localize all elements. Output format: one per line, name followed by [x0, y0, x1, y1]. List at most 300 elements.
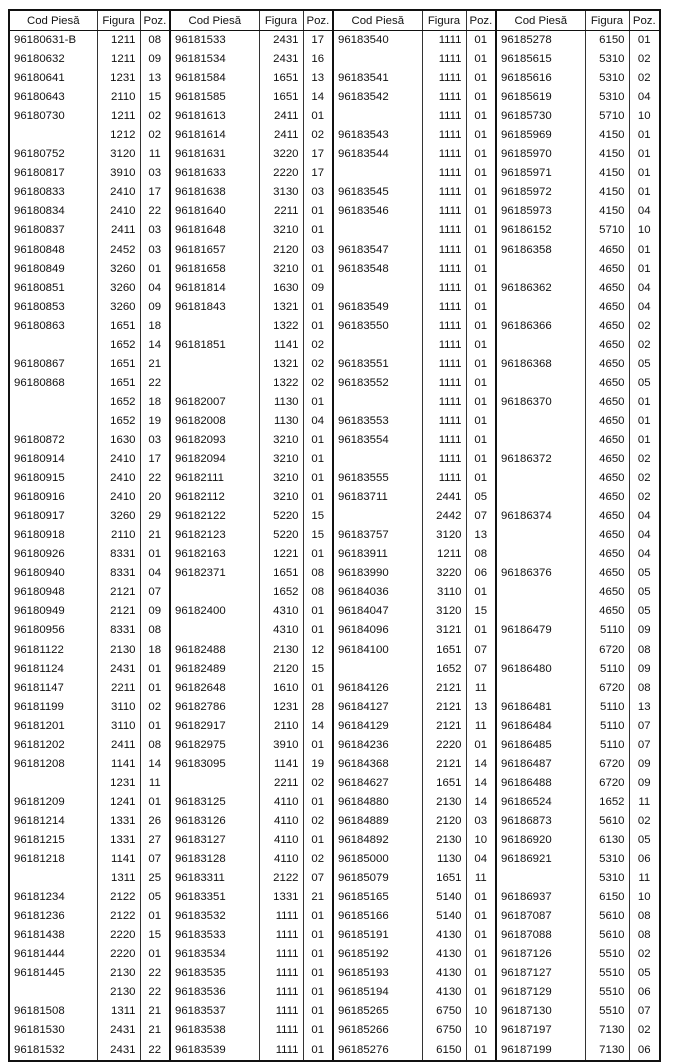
cod-piesa-header: Cod Piesă	[333, 10, 422, 31]
figura-cell: 2130	[97, 641, 140, 660]
poz-cell: 01	[629, 164, 660, 183]
cod-piesa-cell: 96181122	[14, 643, 64, 656]
figura-cell: 1652	[259, 583, 303, 602]
cod-piesa-cell: 96187087	[501, 910, 552, 923]
cod-piesa-cell: 96183757	[338, 529, 389, 542]
cod-piesa-cell: 96183536	[175, 986, 226, 999]
table-row	[9, 717, 660, 736]
poz-cell: 02	[629, 812, 660, 831]
header-row	[9, 10, 660, 31]
cod-piesa-cell: 96181530	[14, 1024, 65, 1037]
poz-cell: 08	[140, 736, 170, 755]
figura-cell: 5110	[585, 717, 629, 736]
cod-piesa-cell: 96185276	[338, 1043, 389, 1056]
figura-cell: 1231	[259, 698, 303, 717]
table-row	[9, 983, 660, 1002]
poz-cell: 01	[466, 183, 496, 202]
poz-cell: 08	[466, 545, 496, 564]
cod-piesa-cell: 96186937	[501, 891, 552, 904]
cod-piesa-cell: 96181585	[175, 91, 226, 104]
figura-cell: 2211	[259, 202, 303, 221]
cod-piesa-cell: 96180949	[14, 605, 65, 618]
figura-cell: 5140	[422, 907, 466, 926]
table-row	[9, 450, 660, 469]
poz-cell: 17	[303, 145, 333, 164]
poz-cell: 01	[466, 126, 496, 145]
figura-cell: 3130	[259, 183, 303, 202]
cod-piesa-cell: 96183545	[338, 186, 389, 199]
figura-cell: 6130	[585, 831, 629, 850]
figura-cell: 1111	[259, 964, 303, 983]
cod-piesa-cell	[496, 869, 585, 888]
figura-cell: 5310	[585, 69, 629, 88]
cod-piesa-cell: 96182093	[175, 434, 226, 446]
cod-piesa-cell: 96186488	[501, 776, 552, 789]
cod-piesa-cell	[9, 126, 97, 145]
figura-cell: 2431	[97, 660, 140, 679]
poz-cell: 01	[466, 888, 496, 907]
poz-cell: 07	[629, 717, 660, 736]
figura-cell: 1111	[422, 355, 466, 374]
cod-piesa-cell: 96180948	[14, 586, 65, 599]
poz-cell: 01	[629, 393, 660, 412]
poz-cell: 01	[466, 926, 496, 945]
figura-cell: 2452	[97, 241, 140, 260]
table-row	[9, 393, 660, 412]
cod-piesa-cell	[333, 450, 422, 469]
cod-piesa-cell: 96185265	[338, 1005, 389, 1018]
figura-cell: 1331	[97, 812, 140, 831]
table-row	[9, 945, 660, 964]
cod-piesa-cell: 96180915	[14, 472, 65, 485]
poz-cell: 07	[629, 736, 660, 755]
cod-piesa-cell: 96183127	[175, 833, 226, 846]
poz-cell: 01	[466, 945, 496, 964]
figura-cell: 1141	[259, 336, 303, 355]
poz-cell: 11	[140, 145, 170, 164]
figura-cell: 2121	[422, 679, 466, 698]
poz-cell: 02	[629, 336, 660, 355]
table-row	[9, 793, 660, 812]
figura-cell: 1130	[259, 393, 303, 412]
poz-cell: 08	[140, 31, 170, 51]
cod-piesa-cell: 96180834	[14, 205, 65, 218]
table-row	[9, 812, 660, 831]
cod-piesa-cell: 96180867	[14, 357, 65, 370]
figura-cell: 1130	[422, 850, 466, 869]
cod-piesa-cell: 96181613	[175, 110, 226, 123]
figura-cell: 1111	[422, 469, 466, 488]
poz-cell: 13	[466, 526, 496, 545]
cod-piesa-cell	[496, 488, 585, 507]
cod-piesa-cell: 96181814	[175, 281, 226, 294]
cod-piesa-cell: 96185730	[501, 110, 552, 123]
cod-piesa-cell: 96187130	[501, 1005, 552, 1018]
cod-piesa-cell: 96182917	[175, 719, 226, 732]
poz-cell: 01	[466, 298, 496, 317]
cod-piesa-cell: 96181445	[14, 967, 65, 980]
cod-piesa-cell: 96181199	[14, 700, 64, 713]
figura-cell: 2410	[97, 450, 140, 469]
poz-cell: 14	[140, 755, 170, 774]
cod-piesa-cell: 96187197	[501, 1024, 552, 1037]
cod-piesa-cell	[9, 774, 97, 793]
cod-piesa-cell: 96184127	[338, 700, 389, 713]
figura-cell: 5710	[585, 221, 629, 240]
cod-piesa-cell: 96186873	[501, 814, 552, 827]
figura-cell: 4130	[422, 983, 466, 1002]
poz-cell: 13	[629, 698, 660, 717]
figura-cell: 5510	[585, 983, 629, 1002]
cod-piesa-cell: 96185000	[338, 853, 389, 866]
table-row	[9, 469, 660, 488]
poz-cell: 01	[303, 926, 333, 945]
cod-piesa-cell: 96186484	[501, 719, 552, 732]
figura-cell: 1111	[422, 221, 466, 240]
poz-cell: 01	[140, 679, 170, 698]
figura-cell: 1651	[97, 317, 140, 336]
cod-piesa-cell: 96180868	[14, 376, 65, 389]
poz-cell: 09	[140, 298, 170, 317]
figura-cell: 4650	[585, 564, 629, 583]
cod-piesa-cell: 96181236	[14, 910, 65, 923]
figura-cell: 8331	[97, 621, 140, 640]
figura-cell: 7130	[585, 1021, 629, 1040]
cod-piesa-cell: 96185969	[501, 129, 552, 142]
figura-cell: 1311	[97, 1002, 140, 1021]
poz-cell: 01	[466, 50, 496, 69]
figura-cell: 3210	[259, 469, 303, 488]
cod-piesa-cell	[496, 583, 585, 602]
poz-cell: 04	[629, 545, 660, 564]
figura-cell: 2122	[259, 869, 303, 888]
cod-piesa-cell	[170, 317, 259, 336]
figura-cell: 6150	[585, 31, 629, 51]
table-row	[9, 736, 660, 755]
poz-cell: 21	[140, 1002, 170, 1021]
poz-cell: 15	[303, 660, 333, 679]
figura-cell: 5610	[585, 926, 629, 945]
cod-piesa-cell: 96184036	[338, 586, 389, 599]
figura-cell: 1321	[259, 355, 303, 374]
cod-piesa-cell: 96186920	[501, 833, 552, 846]
poz-cell: 01	[303, 602, 333, 621]
cod-piesa-cell: 96180848	[14, 243, 65, 256]
cod-piesa-cell: 96185973	[501, 205, 552, 218]
poz-cell: 22	[140, 983, 170, 1002]
poz-cell: 04	[466, 850, 496, 869]
cod-piesa-cell: 96181614	[175, 129, 226, 142]
poz-cell: 01	[303, 831, 333, 850]
table-row	[9, 126, 660, 145]
cod-piesa-cell: 96180917	[14, 510, 65, 523]
figura-cell: 3120	[422, 526, 466, 545]
figura-cell: 6750	[422, 1021, 466, 1040]
poz-cell: 05	[629, 374, 660, 393]
poz-cell: 09	[629, 774, 660, 793]
table-row	[9, 202, 660, 221]
poz-cell: 02	[303, 774, 333, 793]
poz-cell: 15	[140, 88, 170, 107]
poz-cell: 03	[303, 183, 333, 202]
figura-cell: 3910	[97, 164, 140, 183]
figura-cell: 1111	[259, 1002, 303, 1021]
cod-piesa-cell: 96180918	[14, 529, 65, 542]
cod-piesa-cell: 96180956	[14, 624, 65, 637]
cod-piesa-cell: 96184236	[338, 738, 389, 751]
poz-cell: 01	[466, 393, 496, 412]
figura-cell: 4130	[422, 945, 466, 964]
cod-piesa-cell: 96183543	[338, 129, 389, 142]
cod-piesa-cell: 96183533	[175, 929, 226, 942]
cod-piesa-cell	[170, 621, 259, 640]
poz-cell: 01	[629, 431, 660, 450]
figura-cell: 1111	[259, 907, 303, 926]
figura-cell: 1111	[422, 450, 466, 469]
figura-cell: 3110	[97, 717, 140, 736]
poz-cell: 05	[629, 964, 660, 983]
cod-piesa-cell: 96185166	[338, 910, 389, 923]
poz-cell: 17	[140, 450, 170, 469]
figura-cell: 5110	[585, 736, 629, 755]
poz-cell: 02	[140, 126, 170, 145]
poz-header: Poz.	[629, 10, 660, 31]
cod-piesa-cell	[9, 393, 97, 412]
figura-cell: 1111	[259, 945, 303, 964]
poz-cell: 01	[629, 241, 660, 260]
poz-cell: 01	[466, 279, 496, 298]
cod-piesa-cell: 96182111	[175, 472, 224, 485]
cod-piesa-cell: 96183541	[338, 72, 389, 85]
poz-cell: 13	[140, 69, 170, 88]
cod-piesa-cell: 96180914	[14, 453, 65, 466]
figura-cell: 4650	[585, 469, 629, 488]
cod-piesa-cell: 96180833	[14, 186, 65, 199]
poz-cell: 01	[629, 31, 660, 51]
cod-piesa-cell: 96182112	[175, 491, 225, 504]
figura-cell: 2431	[97, 1040, 140, 1060]
poz-cell: 26	[140, 812, 170, 831]
figura-cell: 1111	[422, 69, 466, 88]
poz-cell: 01	[303, 107, 333, 126]
figura-cell: 1652	[97, 412, 140, 431]
cod-piesa-cell: 96185970	[501, 148, 552, 161]
poz-cell: 29	[140, 507, 170, 526]
poz-cell: 01	[303, 1002, 333, 1021]
figura-cell: 5610	[585, 907, 629, 926]
cod-piesa-cell: 96183095	[175, 757, 226, 770]
cod-piesa-cell: 96180837	[14, 224, 65, 237]
figura-cell: 1652	[585, 793, 629, 812]
figura-cell: 6150	[585, 888, 629, 907]
table-row	[9, 336, 660, 355]
poz-cell: 03	[303, 241, 333, 260]
poz-cell: 04	[629, 202, 660, 221]
figura-cell: 2121	[97, 583, 140, 602]
table-row	[9, 755, 660, 774]
cod-piesa-cell: 96185191	[338, 929, 389, 942]
figura-cell: 1321	[259, 298, 303, 317]
cod-piesa-cell: 96182122	[175, 510, 226, 523]
cod-piesa-cell: 96185619	[501, 91, 552, 104]
poz-cell: 04	[303, 412, 333, 431]
figura-cell: 4110	[259, 831, 303, 850]
table-row	[9, 641, 660, 660]
poz-cell: 10	[629, 107, 660, 126]
poz-cell: 08	[629, 679, 660, 698]
cod-piesa-cell: 96180863	[14, 319, 65, 332]
figura-cell: 6720	[585, 679, 629, 698]
figura-cell: 5110	[585, 621, 629, 640]
cod-piesa-cell: 96187127	[501, 967, 552, 980]
figura-cell: 2120	[422, 812, 466, 831]
table-row	[9, 698, 660, 717]
poz-cell: 04	[629, 507, 660, 526]
poz-cell: 04	[629, 526, 660, 545]
figura-cell: 1651	[422, 869, 466, 888]
cod-piesa-cell: 96181633	[175, 167, 226, 180]
figura-cell: 2110	[259, 717, 303, 736]
table-row	[9, 869, 660, 888]
poz-cell: 11	[629, 869, 660, 888]
table-row	[9, 88, 660, 107]
poz-cell: 01	[466, 221, 496, 240]
figura-cell: 1111	[422, 336, 466, 355]
poz-cell: 08	[140, 621, 170, 640]
cod-piesa-cell	[170, 583, 259, 602]
poz-cell: 07	[466, 641, 496, 660]
cod-piesa-cell: 96180643	[14, 91, 65, 104]
figura-cell: 8331	[97, 545, 140, 564]
figura-cell: 4110	[259, 812, 303, 831]
figura-cell: 4310	[259, 621, 303, 640]
poz-cell: 10	[629, 888, 660, 907]
figura-cell: 1111	[259, 1040, 303, 1060]
figura-cell: 1111	[422, 107, 466, 126]
cod-piesa-cell: 96183538	[175, 1024, 226, 1037]
cod-piesa-cell: 96185079	[338, 872, 389, 885]
table-row	[9, 507, 660, 526]
figura-cell: 5310	[585, 850, 629, 869]
poz-cell: 01	[303, 964, 333, 983]
poz-cell: 19	[140, 412, 170, 431]
cod-piesa-cell: 96186485	[501, 738, 552, 751]
figura-cell: 4650	[585, 431, 629, 450]
poz-cell: 01	[629, 183, 660, 202]
figura-cell: 4650	[585, 260, 629, 279]
cod-piesa-cell: 96180641	[14, 72, 65, 85]
poz-cell: 14	[466, 774, 496, 793]
poz-cell: 01	[303, 469, 333, 488]
cod-piesa-cell: 96183547	[338, 243, 389, 256]
poz-cell: 01	[466, 355, 496, 374]
cod-piesa-cell: 96181843	[175, 300, 226, 313]
poz-cell: 01	[466, 431, 496, 450]
poz-cell: 27	[140, 831, 170, 850]
poz-cell: 10	[466, 1002, 496, 1021]
cod-piesa-cell: 96187129	[501, 986, 552, 999]
cod-piesa-cell: 96181648	[175, 224, 226, 237]
figura-cell: 4150	[585, 145, 629, 164]
cod-piesa-cell	[333, 221, 422, 240]
poz-cell: 01	[466, 621, 496, 640]
cod-piesa-cell: 96183535	[175, 967, 226, 980]
cod-piesa-cell: 96182786	[175, 700, 226, 713]
cod-piesa-cell: 96180631-B	[14, 34, 77, 47]
figura-cell: 1331	[259, 888, 303, 907]
cod-piesa-cell: 96183550	[338, 319, 389, 332]
poz-cell: 08	[629, 907, 660, 926]
cod-piesa-cell: 96181851	[175, 338, 226, 351]
poz-cell: 22	[140, 374, 170, 393]
cod-piesa-cell: 96181508	[14, 1005, 65, 1018]
cod-piesa-cell: 96181631	[175, 148, 226, 161]
poz-cell: 01	[303, 202, 333, 221]
poz-cell: 07	[140, 850, 170, 869]
cod-piesa-cell	[333, 393, 422, 412]
figura-cell: 1651	[97, 374, 140, 393]
poz-header: Poz.	[140, 10, 170, 31]
poz-cell: 16	[303, 50, 333, 69]
poz-cell: 09	[629, 621, 660, 640]
figura-cell: 1111	[422, 145, 466, 164]
poz-cell: 20	[140, 488, 170, 507]
cod-piesa-cell: 96181534	[175, 53, 226, 66]
cod-piesa-cell: 96186362	[501, 281, 552, 294]
figura-cell: 2431	[259, 50, 303, 69]
figura-cell: 1241	[97, 793, 140, 812]
figura-cell: 3210	[259, 488, 303, 507]
cod-piesa-cell: 96185194	[338, 986, 389, 999]
poz-cell: 15	[466, 602, 496, 621]
figura-cell: 1141	[97, 850, 140, 869]
cod-piesa-cell: 96180849	[14, 262, 65, 275]
poz-cell: 12	[303, 641, 333, 660]
poz-cell: 01	[466, 260, 496, 279]
poz-header: Poz.	[303, 10, 333, 31]
figura-cell: 2431	[259, 31, 303, 51]
poz-cell: 01	[629, 145, 660, 164]
figura-cell: 1651	[259, 69, 303, 88]
poz-cell: 21	[140, 1021, 170, 1040]
figura-cell: 2410	[97, 469, 140, 488]
figura-cell: 2122	[97, 888, 140, 907]
cod-piesa-cell: 96184047	[338, 605, 389, 618]
cod-piesa-cell	[9, 336, 97, 355]
poz-cell: 01	[303, 945, 333, 964]
figura-cell: 1652	[97, 393, 140, 412]
poz-cell: 01	[466, 145, 496, 164]
figura-cell: 4130	[422, 926, 466, 945]
figura-cell: 3121	[422, 621, 466, 640]
figura-cell: 6150	[422, 1040, 466, 1060]
cod-piesa-cell: 96183551	[338, 357, 389, 370]
cod-piesa-cell	[496, 336, 585, 355]
figura-cell: 2220	[97, 945, 140, 964]
poz-cell: 13	[303, 69, 333, 88]
poz-cell: 13	[466, 698, 496, 717]
cod-piesa-cell: 96184126	[338, 681, 389, 694]
cod-piesa-cell: 96181215	[14, 833, 65, 846]
cod-piesa-cell: 96183540	[338, 34, 389, 47]
figura-cell: 3110	[97, 698, 140, 717]
figura-cell: 2211	[259, 774, 303, 793]
cod-piesa-cell: 96185278	[501, 34, 552, 47]
poz-cell: 07	[466, 507, 496, 526]
figura-cell: 3220	[422, 564, 466, 583]
cod-piesa-cell: 96185972	[501, 186, 552, 199]
figura-cell: 4150	[585, 126, 629, 145]
